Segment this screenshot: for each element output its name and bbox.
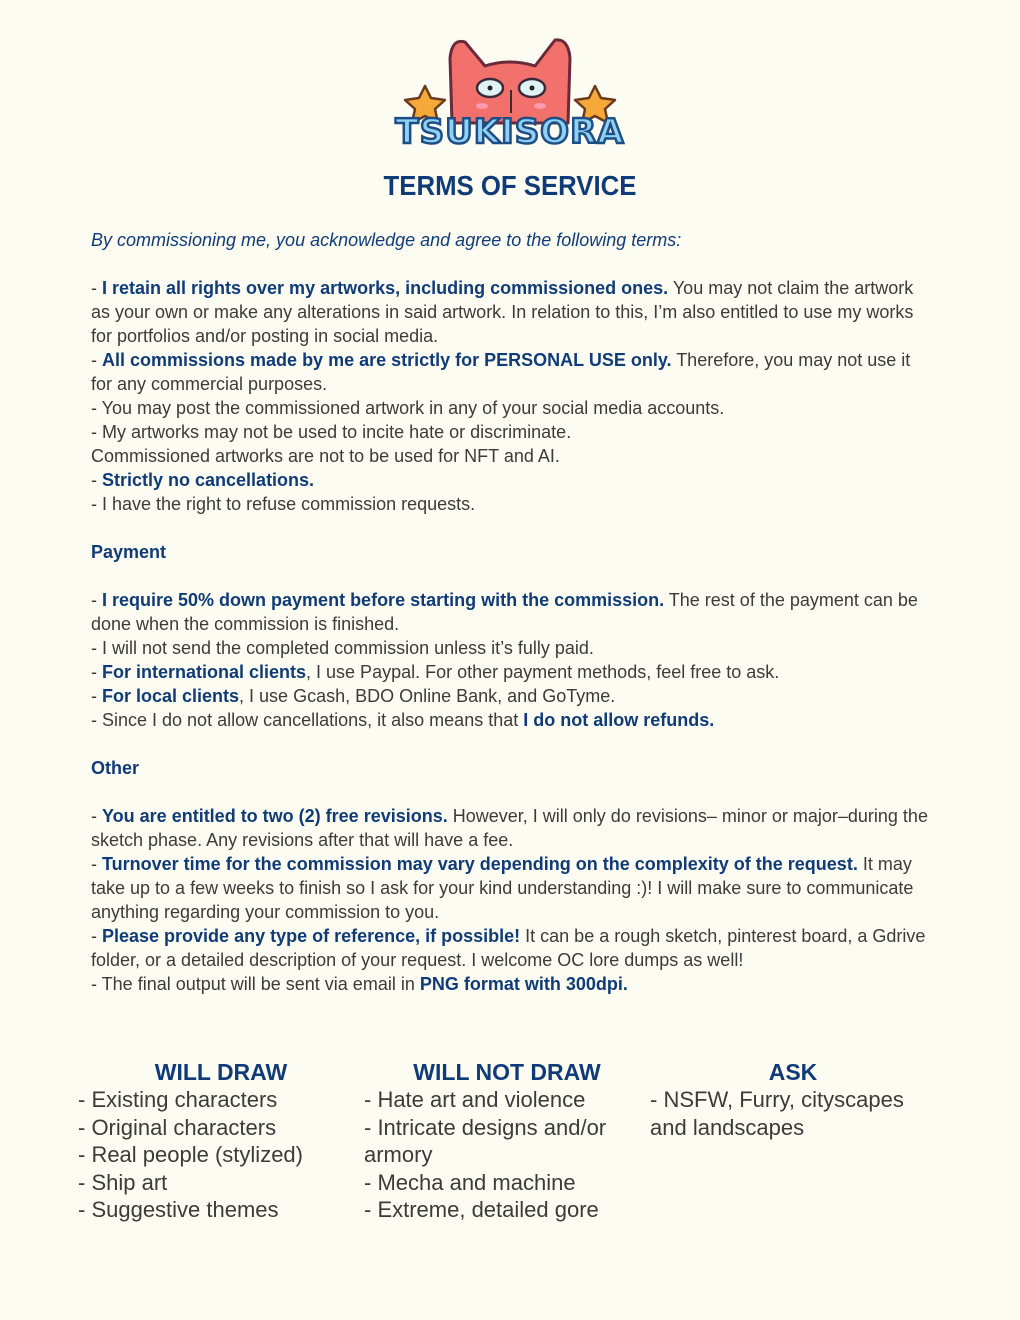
list-item: - Existing characters [78, 1087, 278, 1112]
term-emphasis: I do not allow refunds. [523, 710, 715, 730]
payment-heading: Payment [91, 542, 167, 562]
term-emphasis: All commissions made by me are strictly for PERSONAL USE only. [102, 350, 672, 370]
general-terms [91, 276, 931, 516]
term-text: - I have the right to refuse commission requests. [91, 494, 476, 514]
terms-content [91, 228, 931, 996]
term-text: It may take up to a few weeks to finish so I ask for your kind understanding :)! I will make sure to communicate anything regarding your commission to you. [91, 854, 914, 922]
draw-columns [78, 1058, 948, 1224]
term-text: - The final output will be sent via email in [91, 974, 420, 994]
will-not-draw-column [364, 1058, 650, 1224]
payment-terms [91, 588, 931, 732]
term-text: , I use Gcash, BDO Online Bank, and GoTyme. [239, 686, 616, 706]
term-text: - [91, 470, 102, 490]
term-text: - I will not send the completed commission unless it’s fully paid. [91, 638, 594, 658]
term-item [91, 684, 931, 708]
term-item [91, 852, 931, 924]
term-item [91, 588, 931, 636]
term-item [91, 972, 931, 996]
term-text: - [91, 926, 102, 946]
tsukisora-logo [390, 28, 630, 153]
term-text: - [91, 662, 102, 682]
list-item: - Ship art [78, 1169, 168, 1195]
term-emphasis: For international clients [102, 662, 307, 682]
list-item: - Mecha and machine [364, 1169, 576, 1195]
term-emphasis: Please provide any type of reference, if possible! [102, 926, 521, 946]
term-emphasis: I retain all rights over my artworks, including commissioned ones. [102, 278, 669, 298]
term-item [91, 636, 931, 660]
cat-mascot-icon [390, 28, 630, 153]
list-item: - Intricate designs and/or armory [364, 1114, 607, 1167]
ask-heading: ASK [768, 1059, 818, 1085]
term-item [91, 396, 931, 420]
term-text: - [91, 278, 102, 298]
will-not-draw-list [364, 1086, 650, 1224]
list-item: - Original characters [78, 1114, 277, 1140]
term-text: - Since I do not allow cancellations, it also means that [91, 710, 524, 730]
other-heading: Other [91, 758, 140, 778]
term-item [91, 660, 931, 684]
term-text: It can be a rough sketch, pinterest board, a Gdrive folder, or a detailed description of your request. I welcome OC lore dumps as well! [91, 926, 926, 970]
term-text: Therefore, you may not use it for any commercial purposes. [91, 350, 911, 394]
list-item: - Hate art and violence [364, 1087, 586, 1112]
other-terms [91, 804, 931, 996]
term-text: - [91, 350, 102, 370]
list-item: - Extreme, detailed gore [364, 1197, 599, 1222]
list-item: - Real people (stylized) [78, 1142, 303, 1167]
term-text: However, I will only do revisions– minor or major–during the sketch phase. Any revisions after that will have a fee. [91, 806, 928, 850]
term-text: - [91, 686, 102, 706]
will-draw-list [78, 1086, 364, 1224]
ask-column [650, 1058, 936, 1224]
will-not-draw-heading: WILL NOT DRAW [413, 1059, 601, 1085]
term-item [91, 492, 931, 516]
term-item [91, 804, 931, 852]
term-item [91, 276, 931, 348]
term-text: The rest of the payment can be done when the commission is finished. [91, 590, 918, 634]
term-emphasis: Strictly no cancellations. [102, 470, 315, 490]
term-text: Commissioned artworks are not to be used for NFT and AI. [91, 446, 560, 466]
term-text: - You may post the commissioned artwork in any of your social media accounts. [91, 398, 725, 418]
term-emphasis: You are entitled to two (2) free revisions. [102, 806, 448, 826]
term-emphasis: For local clients [102, 686, 240, 706]
term-emphasis: I require 50% down payment before starting with the commission. [102, 590, 665, 610]
term-text: You may not claim the artwork as your own or make any alterations in said artwork. In relation to this, I’m also entitled to use my works for portfolios and/or posting in social media. [91, 278, 914, 346]
term-text: - [91, 590, 102, 610]
term-text: , I use Paypal. For other payment methods, feel free to ask. [306, 662, 780, 682]
term-item [91, 420, 931, 444]
intro-text: By commissioning me, you acknowledge and agree to the following terms: [91, 230, 682, 250]
svg-text:TSUKISORA: TSUKISORA [395, 112, 625, 152]
list-item: - NSFW, Furry, cityscapes and landscapes [650, 1087, 904, 1140]
term-item [91, 468, 931, 492]
term-text: - [91, 806, 102, 826]
term-emphasis: Turnover time for the commission may vary depending on the complexity of the request. [102, 854, 858, 874]
term-text: - [91, 854, 102, 874]
will-draw-column [78, 1058, 364, 1224]
will-draw-heading: WILL DRAW [154, 1059, 288, 1085]
term-text: - My artworks may not be used to incite hate or discriminate. [91, 422, 572, 442]
term-item [91, 348, 931, 396]
page-title: TERMS OF SERVICE [383, 170, 637, 201]
term-item [91, 444, 931, 468]
term-emphasis: PNG format with 300dpi. [419, 974, 628, 994]
term-item [91, 924, 931, 972]
term-item [91, 708, 931, 732]
ask-list [650, 1086, 936, 1141]
list-item: - Suggestive themes [78, 1197, 279, 1222]
